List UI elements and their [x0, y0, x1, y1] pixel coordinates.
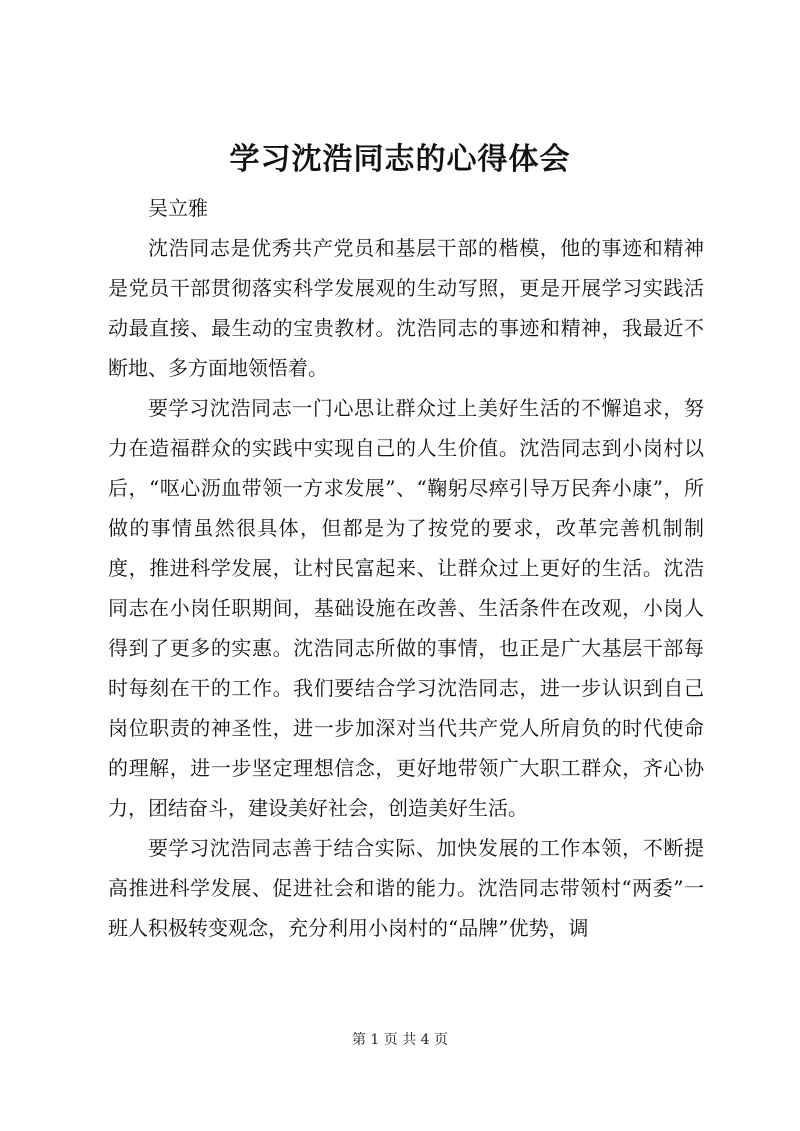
document-title: 学习沈浩同志的心得体会 [229, 142, 571, 177]
paragraph-1: 沈浩同志是优秀共产党员和基层干部的楷模，他的事迹和精神是党员干部贯彻落实科学发展观的生动写照，更是开展学习实践活动最直接、最生动的宝贵教材。沈浩同志的事迹和精神，我最近不断地、多方面地领悟着。 [108, 236, 704, 380]
document-body [108, 188, 704, 948]
paragraph-3: 要学习沈浩同志善于结合实际、加快发展的工作本领，不断提高推进科学发展、促进社会和谐的能力。沈浩同志带领村“两委”一班人积极转变观念，充分利用小岗村的“品牌”优势，调 [108, 836, 704, 940]
page-number-footer: 第 1 页 共 4 页 [351, 1032, 449, 1048]
paragraph-2: 要学习沈浩同志一门心思让群众过上美好生活的不懈追求，努力在造福群众的实践中实现自己的人生价值。沈浩同志到小岗村以后，“呕心沥血带领一方求发展”、“鞠躬尽瘁引导万民奔小康”，所做的事情虽然很具体，但都是为了按党的要求，改革完善机制制度，推进科学发展，让村民富起来、让群众过上更好的生活。沈浩同志在小岗任职期间，基础设施在改善、生活条件在改观，小岗人得到了更多的实惠。沈浩同志所做的事情，也正是广大基层干部每时每刻在干的工作。我们要结合学习沈浩同志，进一步认识到自己岗位职责的神圣性，进一步加深对当代共产党人所肩负的时代使命的理解，进一步坚定理想信念，更好地带领广大职工群众，齐心协力，团结奋斗，建设美好社会，创造美好生活。 [108, 396, 704, 820]
author-name: 吴立雅 [148, 196, 208, 220]
